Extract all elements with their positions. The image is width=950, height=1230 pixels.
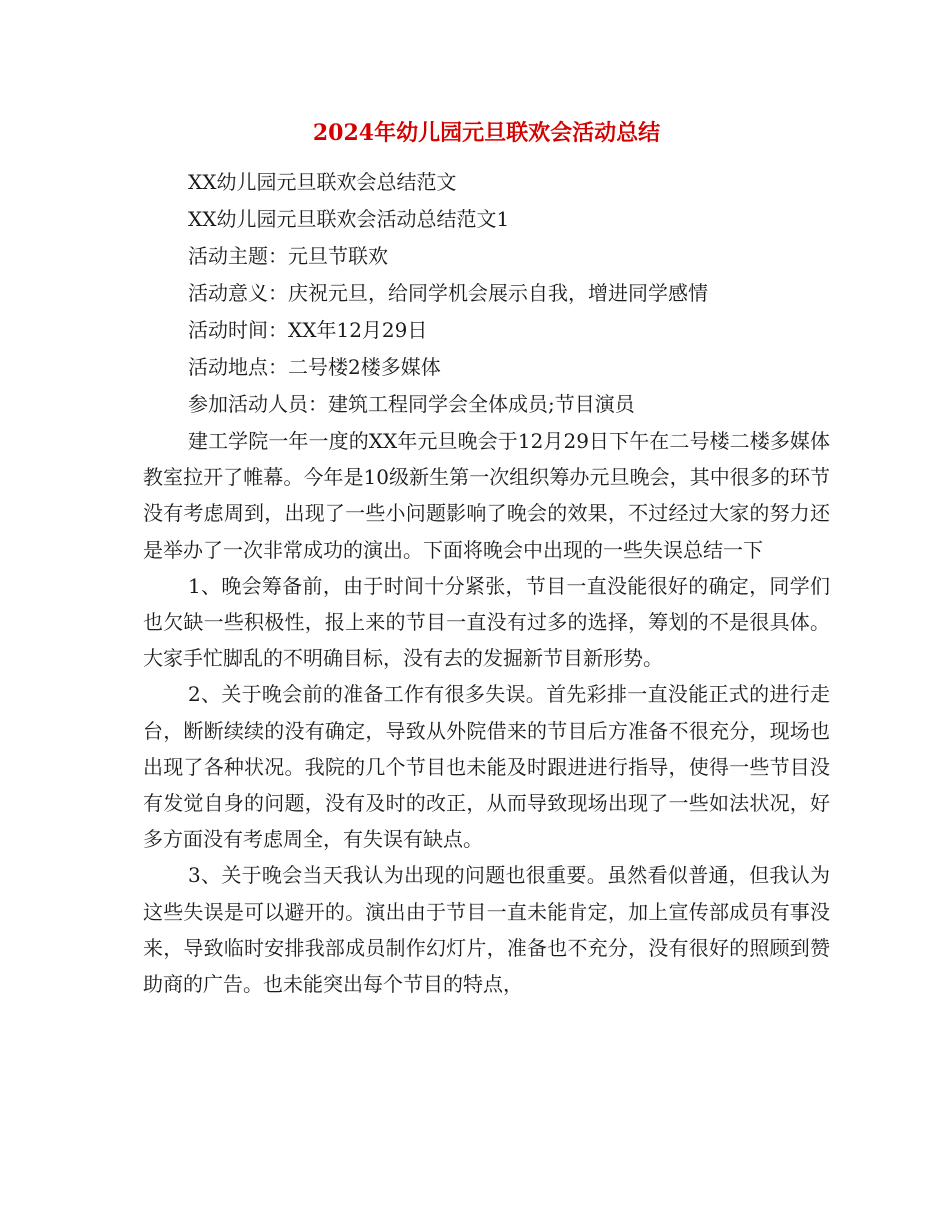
- paragraph-point-2: 2、关于晚会前的准备工作有很多失误。首先彩排一直没能正式的进行走台，断断续续的没有确定，导致从外院借来的节目后方准备不很充分，现场也出现了各种状况。我院的几个节目也未能及时跟进进行指导，使得一些节目没有发觉自身的问题，没有及时的改正，从而导致现场出现了一些如法状况，好多方面没有考虑周全，有失误有缺点。: [143, 682, 830, 852]
- paragraph-point-3: 3、关于晚会当天我认为出现的问题也很重要。虽然看似普通，但我认为这些失误是可以避开的。演出由于节目一直未能肯定，加上宣传部成员有事没来，导致临时安排我部成员制作幻灯片，准备也不充分，没有很好的照顾到赞助商的广告。也未能突出每个节目的特点，: [143, 863, 830, 997]
- text-line-time: 活动时间：XX年12月29日: [188, 318, 428, 342]
- text-line-summary-title: XX幼儿园元旦联欢会总结范文: [188, 170, 457, 194]
- text-line-meaning: 活动意义：庆祝元旦，给同学机会展示自我，增进同学感情: [188, 281, 708, 305]
- paragraph-intro: 建工学院一年一度的XX年元旦晚会于12月29日下午在二号楼二楼多媒体教室拉开了帷幕。今年是10级新生第一次组织筹办元旦晚会，其中很多的环节没有考虑周到，出现了一些小问题影响了晚会的效果，不过经过大家的努力还是举办了一次非常成功的演出。下面将晚会中出现的一些失误总结一下: [143, 429, 830, 562]
- text-line-location: 活动地点：二号楼2楼多媒体: [188, 355, 441, 379]
- text-line-summary-title-1: XX幼儿园元旦联欢会活动总结范文1: [188, 207, 510, 231]
- text-line-theme: 活动主题：元旦节联欢: [188, 244, 388, 268]
- paragraph-point-1: 1、晚会筹备前，由于时间十分紧张，节目一直没能很好的确定，同学们也欠缺一些积极性，报上来的节目一直没有过多的选择，筹划的不是很具体。大家手忙脚乱的不明确目标，没有去的发掘新节目新形势。: [143, 573, 830, 671]
- document-title: 2024年幼儿园元旦联欢会活动总结: [312, 120, 661, 146]
- text-line-participants: 参加活动人员：建筑工程同学会全体成员;节目演员: [188, 392, 635, 416]
